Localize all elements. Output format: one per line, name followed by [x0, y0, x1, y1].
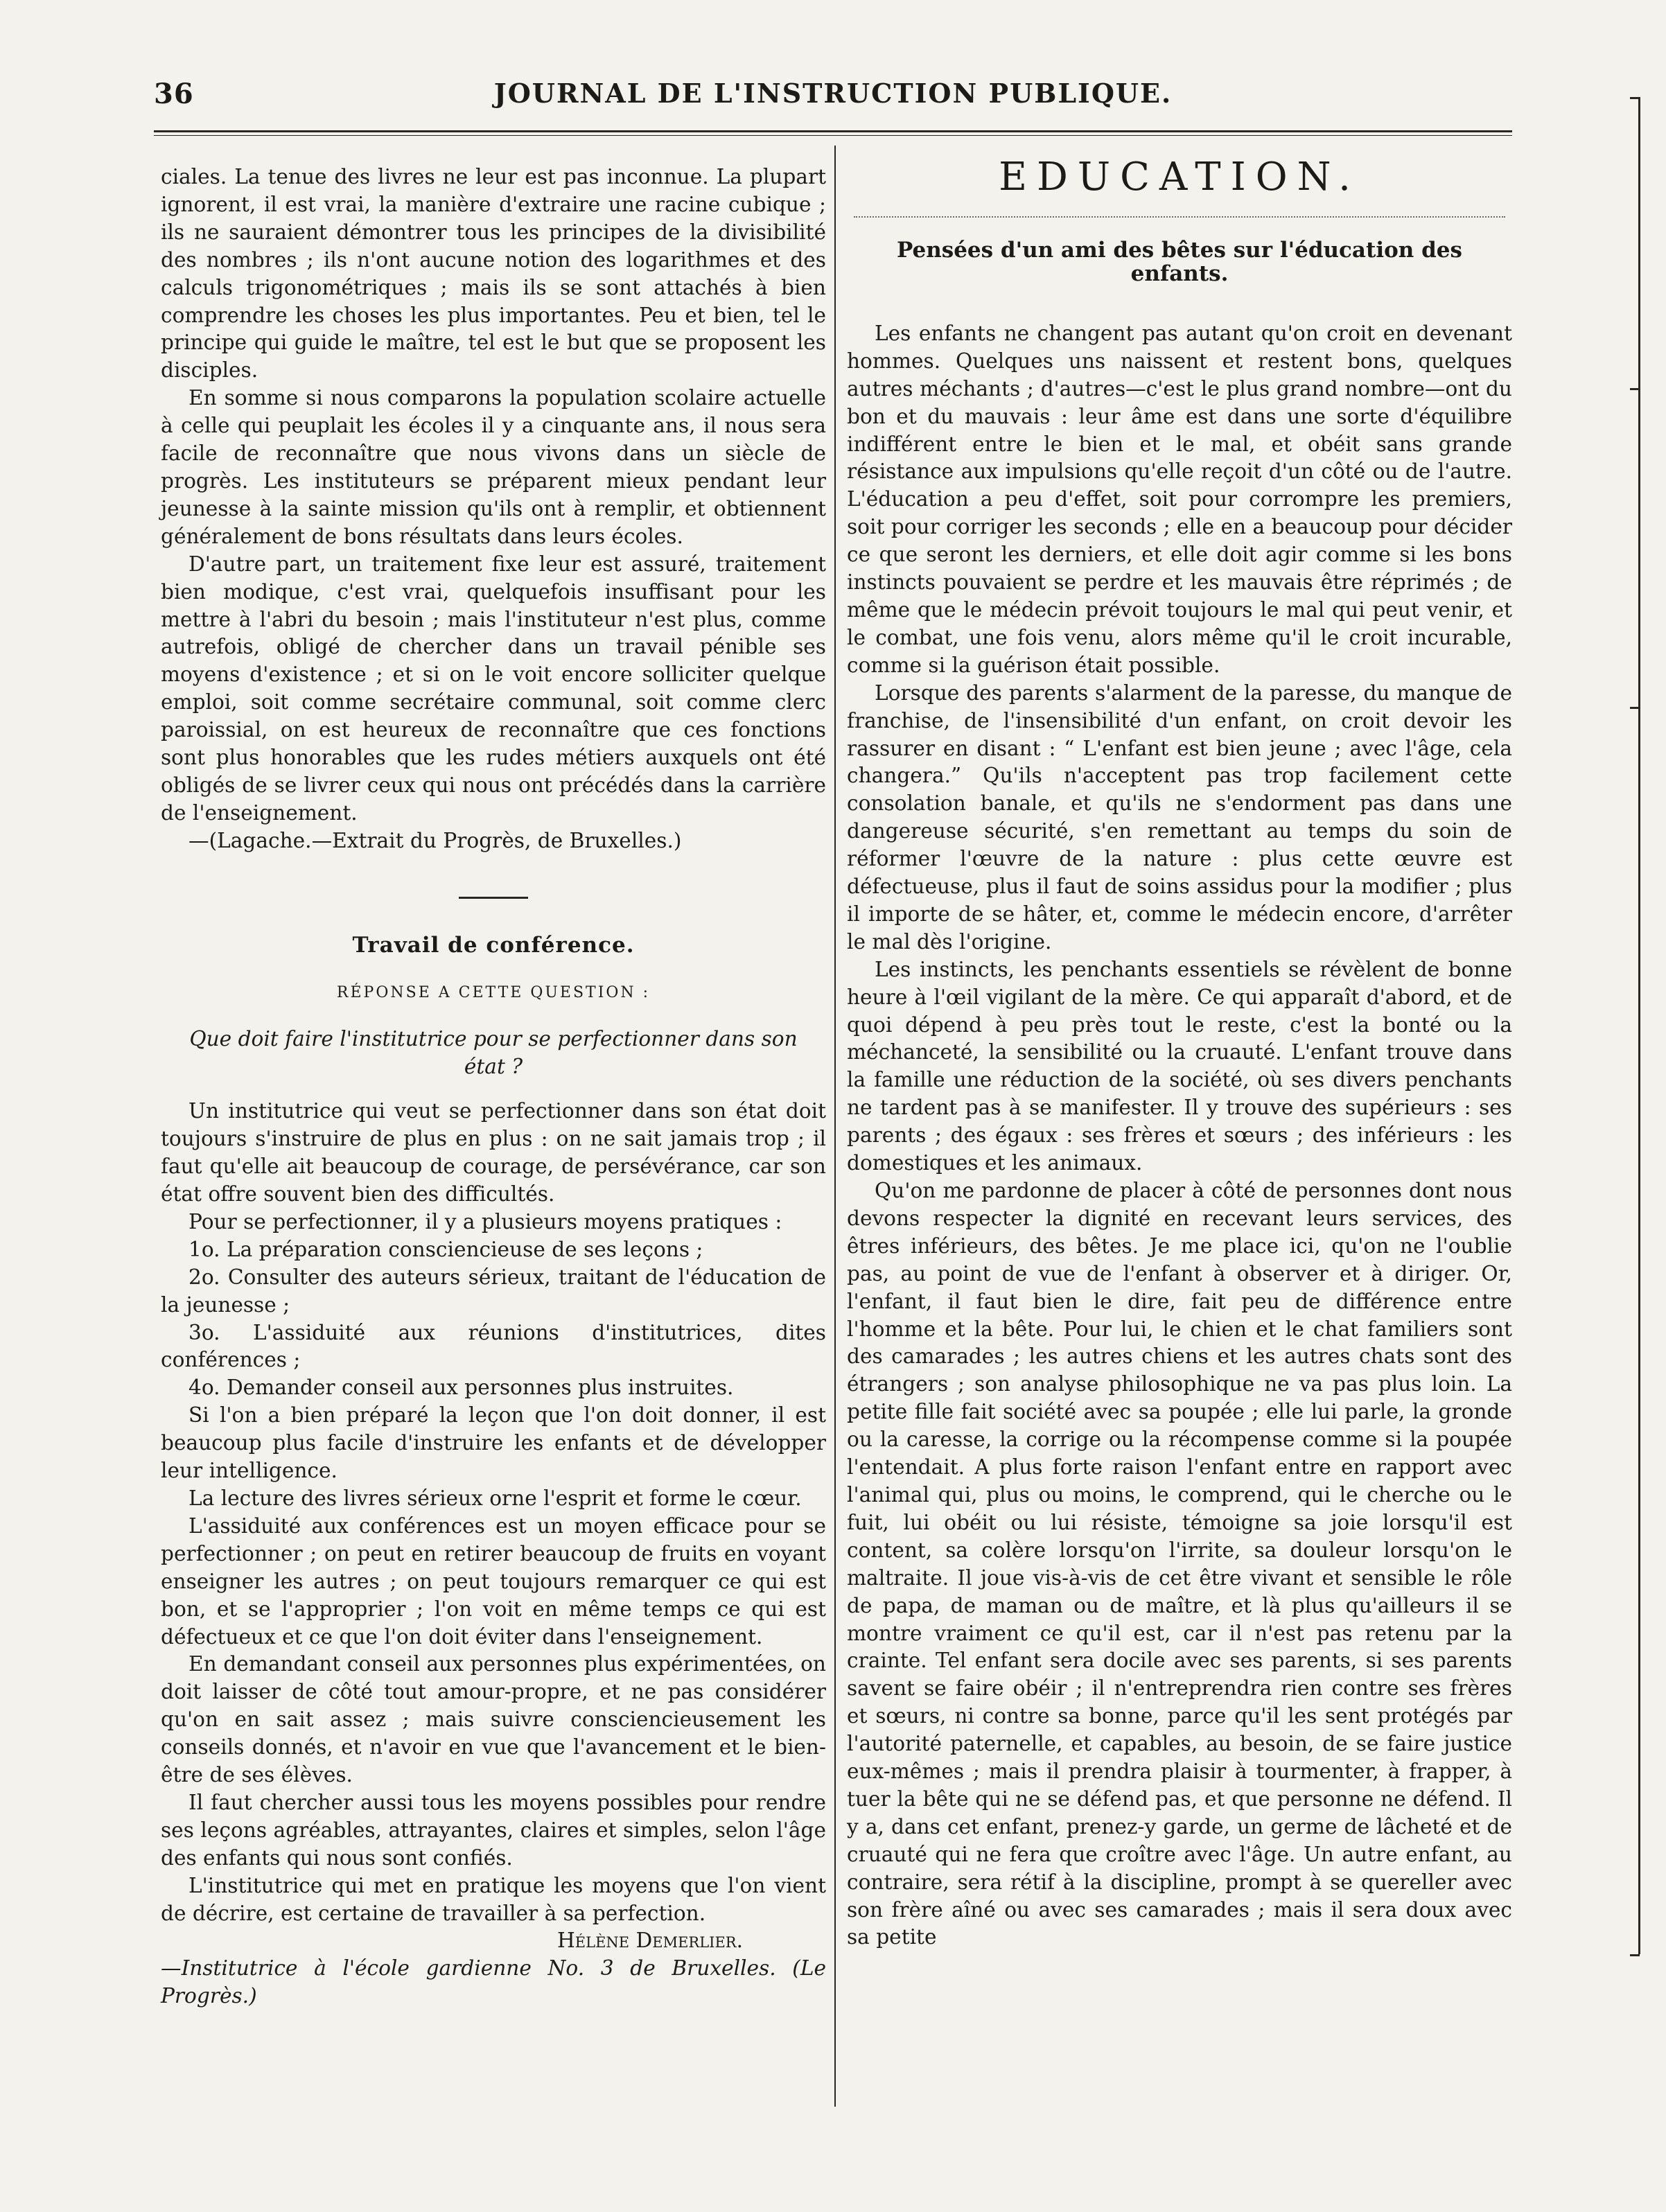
paragraph: La lecture des livres sérieux orne l'esprit et forme le cœur.	[188, 1486, 802, 1510]
section-heading: EDUCATION.	[999, 155, 1360, 200]
dotted-rule	[854, 216, 1505, 218]
page-header	[154, 78, 1512, 119]
author-affiliation: —Institutrice à l'école gardienne No. 3 de Bruxelles. (Le Progrès.)	[161, 1956, 826, 2008]
list-item: 2o. Consulter des auteurs sérieux, traitant de l'éducation de la jeunesse ;	[161, 1265, 826, 1317]
paragraph: L'institutrice qui met en pratique les moyens que l'on vient de décrire, est certaine de travailler à sa perfection.	[161, 1873, 826, 1925]
paragraph: Qu'on me pardonne de placer à côté de personnes dont nous devons respecter la dignité en recevant leurs services, des êtres inférieurs, des bêtes. Je me place ici, qu'on ne l'oublie pas, au point de vue de l'enfant à observer et à diriger. Or, l'enfant, il faut bien le dire, fait peu de différence entre l'homme et la bête. Pour lui, le chien et le chat familiers sont des camarades ; les autres chiens et les autres chats sont des étrangers ; son analyse philosophique ne va pas plus loin. La petite fille fait société avec sa poupée ; elle lui parle, la gronde ou la caresse, la corrige ou la récompense comme si la poupée l'entendait. A plus forte raison l'enfant entre en rapport avec l'animal qui, plus ou moins, le comprend, qui le cherche ou le fuit, lui obéit ou lui résiste, témoigne sa joie lorsqu'il est content, sa colère lorsqu'on l'irrite, sa douleur lorsqu'on le maltraite. Il joue vis-à-vis de cet être vivant et sensible le rôle de papa, de maman ou de maître, et là plus qu'ailleurs il se montre vraiment ce qu'il est, car il n'est pas retenu par la crainte. Tel enfant sera docile avec ses parents, si ses parents savent se faire obéir ; il n'entreprendra rien contre ses frères et sœurs, ni contre sa bonne, parce qu'il les sent protégés par l'autorité paternelle, et capables, au besoin, de se faire justice eux-mêmes ; mais il prendra plaisir à tourmenter, à frapper, à tuer la bête qui ne se défend pas, et que personne ne défend. Il y a, dans cet enfant, prenez-y garde, un germe de lâcheté et de cruauté qui ne fera que croître avec l'âge. Un autre enfant, au contraire, sera rétif à la discipline, prompt à se quereller avec son frère aîné ou avec ses camarades ; mais il sera doux avec sa petite	[847, 1179, 1512, 1949]
list-item: 4o. Demander conseil aux personnes plus instruites.	[188, 1376, 734, 1400]
list-item: 1o. La préparation consciencieuse de ses leçons ;	[188, 1237, 703, 1261]
paragraph: Si l'on a bien préparé la leçon que l'on doit donner, il est beaucoup plus facile d'instruire les enfants et de développer leur intelligence.	[161, 1403, 826, 1483]
section-title: Travail de conférence.	[352, 932, 635, 958]
paragraph: L'assiduité aux conférences est un moyen efficace pour se perfectionner ; on peut en retirer beaucoup de fruits en voyant enseigner les autres ; on peut toujours remarquer ce qui est bon, et se l'approprier ; l'on voit en même temps ce qui est défectueux et ce que l'on doit éviter dans l'enseignement.	[161, 1513, 826, 1649]
paragraph: Un institutrice qui veut se perfectionner dans son état doit toujours s'instruire de plus en plus : on ne sait jamais trop ; il faut qu'elle ait beaucoup de courage, de persévérance, car son état offre souvent bien des difficultés.	[161, 1099, 826, 1206]
paragraph: ciales. La tenue des livres ne leur est pas inconnue. La plupart ignorent, il est vrai, la manière d'extraire une racine cubique ; ils ne sauraient démontrer tous les principes de la divisibilité des nombres ; ils n'ont aucune notion des logarithmes et des calculs trigonométriques ; mais ils se sont attachés à bien comprendre les choses les plus importantes. Peu et bien, tel le principe qui guide le maître, tel est le but que se proposent les disciples.	[161, 165, 826, 383]
margin-tick	[1630, 97, 1640, 99]
author-signature: Hélène Demerlier.	[556, 1929, 743, 1953]
paragraph: D'autre part, un traitement fixe leur est assuré, traitement bien modique, c'est vrai, quelquefois insuffisant pour les mettre à l'abri du besoin ; mais l'instituteur n'est plus, comme autrefois, obligé de chercher dans un travail pénible ses moyens d'existence ; et si on le voit encore solliciter quelque emploi, soit comme secrétaire communal, soit comme clerc paroissial, on est heureux de reconnaître que ces fonctions sont plus honorables que les rudes métiers auxquels ont été obligés de se livrer ceux qui nous ont précédés dans la carrière de l'enseignement.	[161, 552, 826, 825]
running-title: JOURNAL DE L'INSTRUCTION PUBLIQUE.	[493, 78, 1173, 109]
question-label: RÉPONSE A CETTE QUESTION :	[336, 983, 651, 1001]
left-column	[161, 164, 826, 2010]
paragraph: Les instincts, les penchants essentiels se révèlent de bonne heure à l'œil vigilant de la mère. Ce qui apparaît d'abord, et de quoi dépend à peu près tout le reste, c'est la bonté ou la méchanceté, la sensibilité ou la cruauté. L'enfant trouve dans la famille une réduction de la société, où ses divers penchants ne tardent pas à se manifester. Il y trouve des supérieurs : ses parents ; des égaux : ses frères et sœurs ; des inférieurs : les domestiques et les animaux.	[847, 957, 1512, 1175]
paragraph: En demandant conseil aux personnes plus expérimentées, on doit laisser de côté tout amour-propre, et ne pas considérer qu'on en sait assez ; mais suivre consciencieusement les conseils donnés, et n'avoir en vue que l'avancement et le bien-être de ses élèves.	[161, 1652, 826, 1787]
margin-tick	[1630, 1954, 1640, 1956]
right-column	[847, 155, 1512, 1951]
article-title: Pensées d'un ami des bêtes sur l'éducation des enfants.	[897, 237, 1462, 286]
margin-bar	[1638, 97, 1640, 1954]
paragraph: En somme si nous comparons la population scolaire actuelle à celle qui peuplait les écoles il y a cinquante ans, il nous sera facile de reconnaître que nous vivons dans un siècle de progrès. Les instituteurs se préparent mieux pendant leur jeunesse à la sainte mission qu'ils ont à remplir, et obtiennent généralement de bons résultats dans leurs écoles.	[161, 386, 826, 548]
column-divider	[834, 146, 836, 2107]
margin-tick	[1630, 707, 1640, 709]
margin-tick	[1630, 388, 1640, 390]
source-credit: —(Lagache.—Extrait du Progrès, de Bruxelles.)	[188, 828, 682, 852]
paragraph: Lorsque des parents s'alarment de la paresse, du manque de franchise, de l'insensibilité d'un enfant, on croit devoir les rassurer en disant : “ L'enfant est bien jeune ; avec l'âge, cela changera.” Qu'ils n'acceptent pas trop facilement cette consolation banale, et qu'ils ne s'endorment pas dans une dangereuse sécurité, s'en remettant au temps du soin de réformer l'œuvre de la nature : plus cette œuvre est défectueuse, plus il faut de soins assidus pour la modifier ; plus il importe de se hâter, et, comme le médecin encore, d'arrêter le mal dès l'origine.	[847, 681, 1512, 954]
header-rule	[154, 130, 1512, 136]
paragraph: Pour se perfectionner, il y a plusieurs moyens pratiques :	[188, 1209, 782, 1234]
paragraph: Il faut chercher aussi tous les moyens possibles pour rendre ses leçons agréables, attrayantes, claires et simples, selon l'âge des enfants qui nous sont confiés.	[161, 1790, 826, 1870]
paragraph: Les enfants ne changent pas autant qu'on croit en devenant hommes. Quelques uns naissent et restent bons, quelques autres méchants ; d'autres—c'est le plus grand nombre—ont du bon et du mauvais : leur âme est dans une sorte d'équilibre indifférent entre le bien et le mal, et obéit sans grande résistance aux impulsions qu'elle reçoit d'un côté ou de l'autre. L'éducation a peu d'effet, soit pour corrompre les premiers, soit pour corriger les seconds ; elle en a beaucoup pour décider ce que seront les derniers, et elle doit agir comme si les bons instincts pouvaient se perdre et les mauvais être réprimés ; de même que le médecin prévoit toujours le mal qui peut venir, et le combat, une fois venu, alors même qu'il le croit incurable, comme si la guérison était possible.	[847, 321, 1512, 677]
section-separator	[459, 897, 528, 899]
question-text: Que doit faire l'institutrice pour se perfectionner dans son état ?	[189, 1027, 798, 1079]
page-number: 36	[154, 78, 194, 110]
list-item: 3o. L'assiduité aux réunions d'institutrices, dites conférences ;	[161, 1320, 826, 1372]
